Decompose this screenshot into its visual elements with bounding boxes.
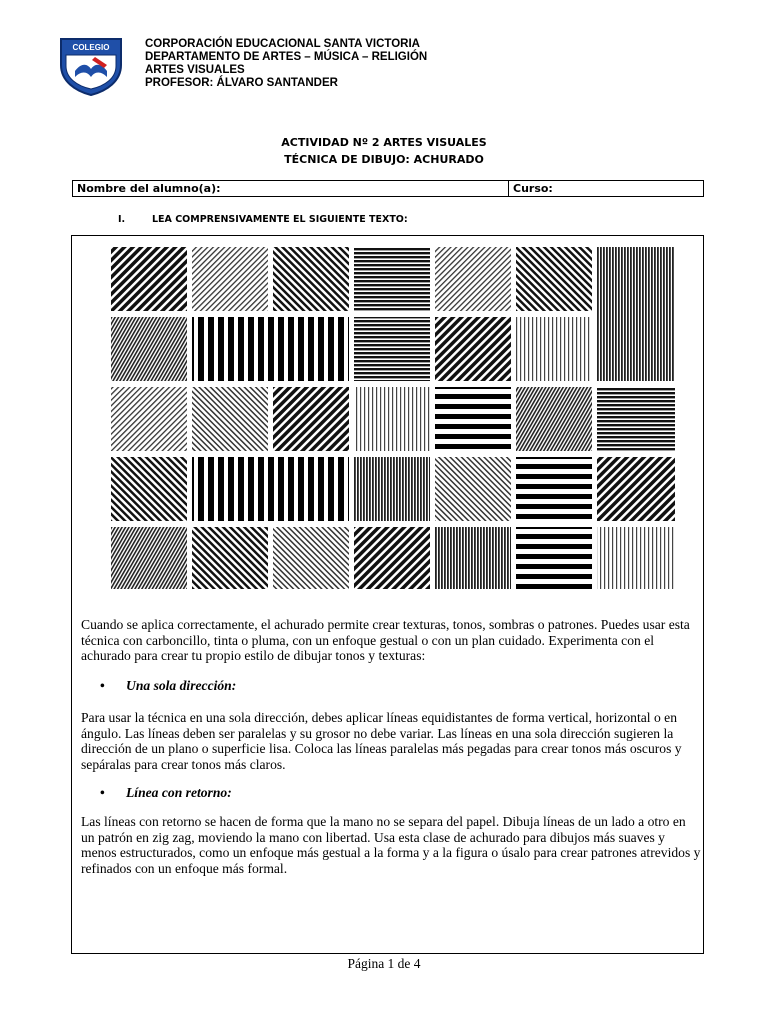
bullet-return-line (100, 785, 720, 801)
bullet-icon: • (100, 785, 105, 800)
hatch-sample (192, 527, 268, 589)
bullet-icon: • (100, 678, 105, 693)
hatch-sample (111, 317, 187, 381)
hatch-sample (192, 317, 349, 381)
hatch-sample (354, 387, 430, 451)
hatch-sample (435, 457, 511, 521)
section-heading (118, 214, 408, 225)
course-field[interactable] (509, 181, 703, 196)
hatch-sample (273, 247, 349, 311)
department-name: DEPARTAMENTO DE ARTES – MÚSICA – RELIGIÓN (145, 51, 428, 63)
hatch-sample (354, 317, 430, 381)
return-line-paragraph: Las líneas con retorno se hacen de forma que la mano no se separa del papel. Dibuja líneas de un lado a otro en un patrón en zig zag, moviendo la mano con libertad. Usa esta clase de achurado para dibujos más suaves y menos estructurados, como un enfoque más gestual a la forma y a la figura o úsalo para crear patrones atrevidos y refinados con un enfoque más formal. (81, 814, 701, 876)
logo-text: COLEGIO (72, 43, 110, 52)
hatch-sample (597, 527, 675, 589)
intro-paragraph: Cuando se aplica correctamente, el achurado permite crear texturas, tonos, sombras o patrones. Puedes usar esta técnica con carboncillo, tinta o pluma, con un enfoque gestual o con un plan cuidado. Experimenta con el achurado para crear tu propio estilo de dibujar tonos y texturas: (81, 617, 690, 663)
course-label: Curso: (513, 182, 553, 195)
hatch-sample (516, 317, 592, 381)
hatch-sample (111, 247, 187, 311)
hatch-sample (516, 247, 592, 311)
bullet-return-line-label: Línea con retorno: (126, 785, 232, 800)
hatch-sample (273, 527, 349, 589)
hatching-samples-image (108, 244, 678, 592)
section-numeral: I. (118, 214, 126, 225)
hatch-sample (435, 387, 511, 451)
hatch-sample (516, 527, 592, 589)
hatch-sample (111, 457, 187, 521)
hatch-sample (192, 387, 268, 451)
hatch-sample (192, 247, 268, 311)
hatch-sample (597, 387, 675, 451)
hatch-sample (435, 317, 511, 381)
content-box (71, 235, 704, 954)
hatch-sample (273, 387, 349, 451)
hatch-sample (435, 247, 511, 311)
single-direction-paragraph: Para usar la técnica en una sola dirección, debes aplicar líneas equidistantes de forma vertical, horizontal o en ángulo. Las líneas deben ser paralelas y su grosor no debe variar. Las líneas en una sola dirección sugieren la dirección de un plano o superficie lisa. Coloca las líneas paralelas más pegadas para crear tonos más oscuros y sepáralas para crear tonos más claros. (81, 710, 682, 772)
student-name-field[interactable] (73, 181, 509, 196)
hatch-sample (111, 527, 187, 589)
hatch-sample (597, 457, 675, 521)
hatch-sample (435, 527, 511, 589)
school-logo (57, 35, 125, 97)
institution-name: CORPORACIÓN EDUCACIONAL SANTA VICTORIA (145, 38, 420, 50)
hatch-sample (597, 247, 675, 381)
hatch-sample (192, 457, 349, 521)
page-number: Página 1 de 4 (347, 956, 421, 971)
hatch-sample (111, 387, 187, 451)
hatch-grid-cells (111, 247, 675, 589)
student-info-row (72, 180, 704, 197)
section-heading-text: LEA COMPRENSIVAMENTE EL SIGUIENTE TEXTO: (152, 214, 408, 225)
student-name-label: Nombre del alumno(a): (77, 182, 221, 195)
subject-name: ARTES VISUALES (145, 64, 245, 76)
hatch-sample (354, 457, 430, 521)
institution-header (145, 38, 427, 90)
bullet-single-direction (100, 678, 720, 694)
document-titles (0, 134, 768, 168)
bullet-single-direction-label: Una sola dirección: (126, 678, 237, 693)
activity-title: ACTIVIDAD Nº 2 ARTES VISUALES (281, 136, 487, 149)
hatch-sample (516, 387, 592, 451)
hatch-sample (516, 457, 592, 521)
hatch-sample (354, 247, 430, 311)
technique-title: TÉCNICA DE DIBUJO: ACHURADO (284, 153, 484, 166)
teacher-name: PROFESOR: ÁLVARO SANTANDER (145, 77, 338, 89)
hatch-sample (354, 527, 430, 589)
